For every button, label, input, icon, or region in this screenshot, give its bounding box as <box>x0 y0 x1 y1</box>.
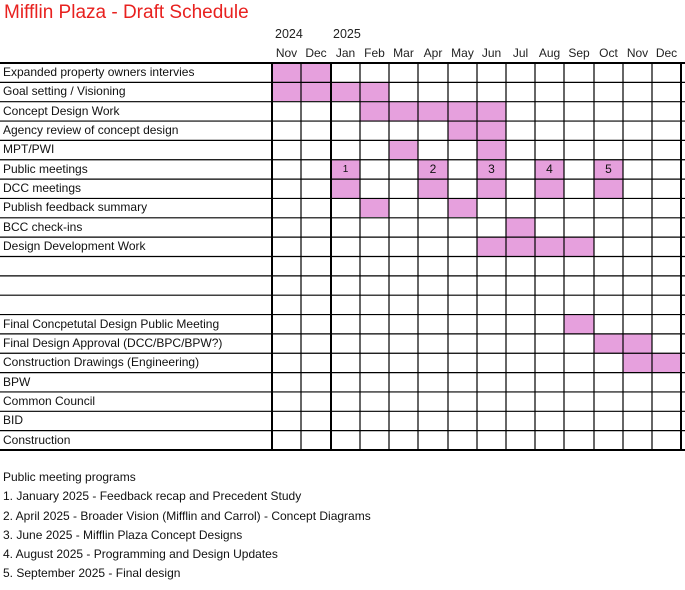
year-label-2024: 2024 <box>275 27 303 41</box>
task-label: Construction Drawings (Engineering) <box>3 355 200 370</box>
meeting-number: 2 <box>429 161 437 176</box>
task-label: Expanded property owners intervies <box>3 65 195 79</box>
month-header: Sep <box>568 46 590 60</box>
page-title: Mifflin Plaza - Draft Schedule <box>4 2 249 23</box>
year-label-2025: 2025 <box>333 27 361 41</box>
task-label: Final Design Approval (DCC/BPC/BPW?) <box>3 335 223 350</box>
task-label: Publish feedback summary <box>3 200 148 215</box>
task-label: Common Council <box>3 393 96 408</box>
task-label: Agency review of concept design <box>3 123 179 138</box>
month-header: Apr <box>423 46 443 60</box>
meeting-number: 1 <box>342 163 349 175</box>
month-header: Dec <box>305 46 327 60</box>
task-label: Public meetings <box>3 161 88 176</box>
meeting-number: 5 <box>605 161 612 176</box>
notes-item: 3. June 2025 - Mifflin Plaza Concept Designs <box>3 527 243 542</box>
month-header: Dec <box>655 46 678 60</box>
month-header: May <box>451 46 474 60</box>
task-label: BPW <box>3 374 31 389</box>
notes-heading: Public meeting programs <box>3 470 136 484</box>
month-header: Jun <box>481 46 502 60</box>
month-header-row <box>0 46 685 62</box>
month-header: Nov <box>626 46 649 60</box>
schedule-grid <box>0 63 685 450</box>
meeting-number: 4 <box>546 161 553 176</box>
task-label: Concept Design Work <box>3 103 120 118</box>
month-header: Aug <box>538 46 561 60</box>
month-header: Mar <box>393 46 414 60</box>
month-header: Jan <box>335 46 356 60</box>
meeting-number: 3 <box>488 161 495 176</box>
task-label: DCC meetings <box>3 181 82 196</box>
task-label: BID <box>3 413 24 428</box>
month-header: Jul <box>512 46 529 60</box>
notes-item: 4. August 2025 - Programming and Design Updates <box>3 547 278 562</box>
task-label: Construction <box>3 432 71 447</box>
month-header: Nov <box>275 46 298 60</box>
grid-lines <box>0 63 685 450</box>
public-meeting-notes <box>3 468 371 584</box>
notes-item: 5. September 2025 - Final design <box>3 566 181 581</box>
month-header: Oct <box>599 46 618 60</box>
task-label: BCC check-ins <box>3 219 83 234</box>
task-label: Goal setting / Visioning <box>3 84 126 99</box>
task-label: MPT/PWI <box>3 142 55 157</box>
notes-item: 1. January 2025 - Feedback recap and Precedent Study <box>3 489 302 504</box>
task-label: Design Development Work <box>3 239 146 254</box>
month-header: Feb <box>364 46 385 60</box>
notes-item: 2. April 2025 - Broader Vision (Mifflin and Carrol) - Concept Diagrams <box>3 508 371 523</box>
task-label: Final Concpetutal Design Public Meeting <box>3 316 220 331</box>
